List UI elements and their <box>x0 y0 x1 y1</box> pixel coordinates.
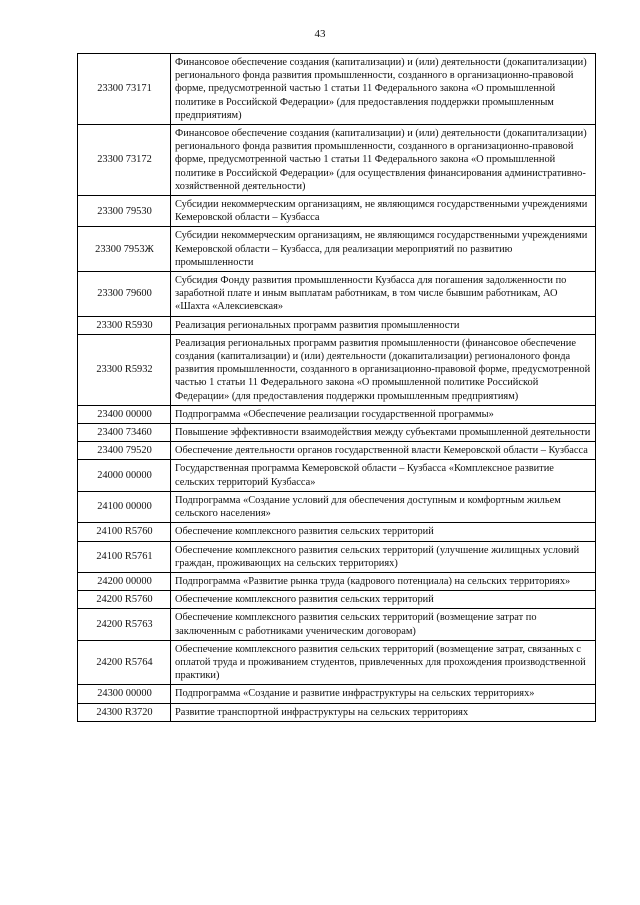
table-row <box>78 272 596 317</box>
row-description: Реализация региональных программ развития промышленности (финансовое обеспечение создания (капитализации) и (или) деятельности (докапитализации) регионалоного фонда развития промышленности, созданного в организационно-правовой форме, предусмотренной частью 1 статьи 11 Федерального закона «О промышленной политике Российской Федерации» (для предоставления поддержки промышленным предприятиям) <box>171 334 596 405</box>
row-code: 23300 73171 <box>78 54 171 125</box>
budget-codes-table <box>77 53 596 722</box>
row-code: 23400 79520 <box>78 442 171 460</box>
page-number: 43 <box>314 28 326 40</box>
table-row <box>78 609 596 640</box>
row-code: 24200 R5760 <box>78 591 171 609</box>
table-row <box>78 541 596 572</box>
row-code: 24100 R5760 <box>78 523 171 541</box>
row-description: Государственная программа Кемеровской области – Кузбасса «Комплексное развитие сельских территорий Кузбасса» <box>171 460 596 491</box>
row-description: Обеспечение комплексного развития сельских территорий (улучшение жилищных условий граждан, проживающих на сельских территориях) <box>171 541 596 572</box>
row-code: 23300 7953Ж <box>78 227 171 272</box>
table-row <box>78 523 596 541</box>
table-row <box>78 334 596 405</box>
table-row <box>78 316 596 334</box>
row-code: 23300 R5930 <box>78 316 171 334</box>
row-code: 24000 00000 <box>78 460 171 491</box>
row-description: Субсидия Фонду развития промышленности Кузбасса для погашения задолженности по заработной плате и иным выплатам работникам, в том числе бывшим работникам, АО «Шахта «Алексиевская» <box>171 272 596 317</box>
table-row <box>78 125 596 196</box>
row-description: Повышение эффективности взаимодействия между субъектами промышленной деятельности <box>171 424 596 442</box>
row-description: Реализация региональных программ развития промышленности <box>171 316 596 334</box>
row-code: 24100 R5761 <box>78 541 171 572</box>
row-description: Субсидии некоммерческим организациям, не являющимся государственными учреждениями Кемеровской области – Кузбасса, для реализации мероприятий по развитию промышленности <box>171 227 596 272</box>
row-description: Подпрограмма «Создание и развитие инфраструктуры на сельских территориях» <box>171 685 596 703</box>
row-description: Субсидии некоммерческим организациям, не являющимся государственными учреждениями Кемеровской области – Кузбасса <box>171 196 596 227</box>
row-code: 24300 00000 <box>78 685 171 703</box>
row-code: 24100 00000 <box>78 491 171 522</box>
row-code: 23300 R5932 <box>78 334 171 405</box>
row-code: 23300 79530 <box>78 196 171 227</box>
table-row <box>78 227 596 272</box>
row-description: Развитие транспортной инфраструктуры на сельских территориях <box>171 703 596 721</box>
row-description: Обеспечение деятельности органов государственной власти Кемеровской области – Кузбасса <box>171 442 596 460</box>
row-code: 23300 73172 <box>78 125 171 196</box>
table-row <box>78 572 596 590</box>
row-code: 23300 79600 <box>78 272 171 317</box>
table-row <box>78 442 596 460</box>
row-code: 23400 73460 <box>78 424 171 442</box>
row-description: Подпрограмма «Развитие рынка труда (кадрового потенциала) на сельских территориях» <box>171 572 596 590</box>
table-row <box>78 685 596 703</box>
row-description: Обеспечение комплексного развития сельских территорий (возмещение затрат, связанных с оплатой труда и проживанием студентов, привлеченных для прохождения производственной практики) <box>171 640 596 685</box>
row-description: Обеспечение комплексного развития сельских территорий (возмещение затрат по заключенным с работниками ученическим договорам) <box>171 609 596 640</box>
row-description: Подпрограмма «Обеспечение реализации государственной программы» <box>171 405 596 423</box>
row-description: Финансовое обеспечение создания (капитализации) и (или) деятельности (докапитализации) регионального фонда развития промышленности, созданного в организационно-правовой форме, предусмотренной частью 1 статьи 11 Федерального закона «О промышленной политике в Российской Федерации» (для осуществления финансирования административно-хозяйственной деятельности) <box>171 125 596 196</box>
row-description: Обеспечение комплексного развития сельских территорий <box>171 523 596 541</box>
table-row <box>78 591 596 609</box>
table-row <box>78 54 596 125</box>
table-row <box>78 703 596 721</box>
row-code: 24200 00000 <box>78 572 171 590</box>
row-code: 24200 R5764 <box>78 640 171 685</box>
row-code: 23400 00000 <box>78 405 171 423</box>
table-row <box>78 460 596 491</box>
row-description: Финансовое обеспечение создания (капитализации) и (или) деятельности (докапитализации) регионального фонда развития промышленности, созданного в организационно-правовой форме, предусмотренной частью 1 статьи 11 Федерального закона «О промышленной политике в Российской Федерации» (для предоставления поддержки промышленным предприятиям) <box>171 54 596 125</box>
row-description: Подпрограмма «Создание условий для обеспечения доступным и комфортным жильем сельского населения» <box>171 491 596 522</box>
table-body <box>78 54 596 722</box>
table-row <box>78 405 596 423</box>
table-row <box>78 640 596 685</box>
row-code: 24300 R3720 <box>78 703 171 721</box>
row-code: 24200 R5763 <box>78 609 171 640</box>
table-row <box>78 196 596 227</box>
table-row <box>78 491 596 522</box>
table-row <box>78 424 596 442</box>
row-description: Обеспечение комплексного развития сельских территорий <box>171 591 596 609</box>
